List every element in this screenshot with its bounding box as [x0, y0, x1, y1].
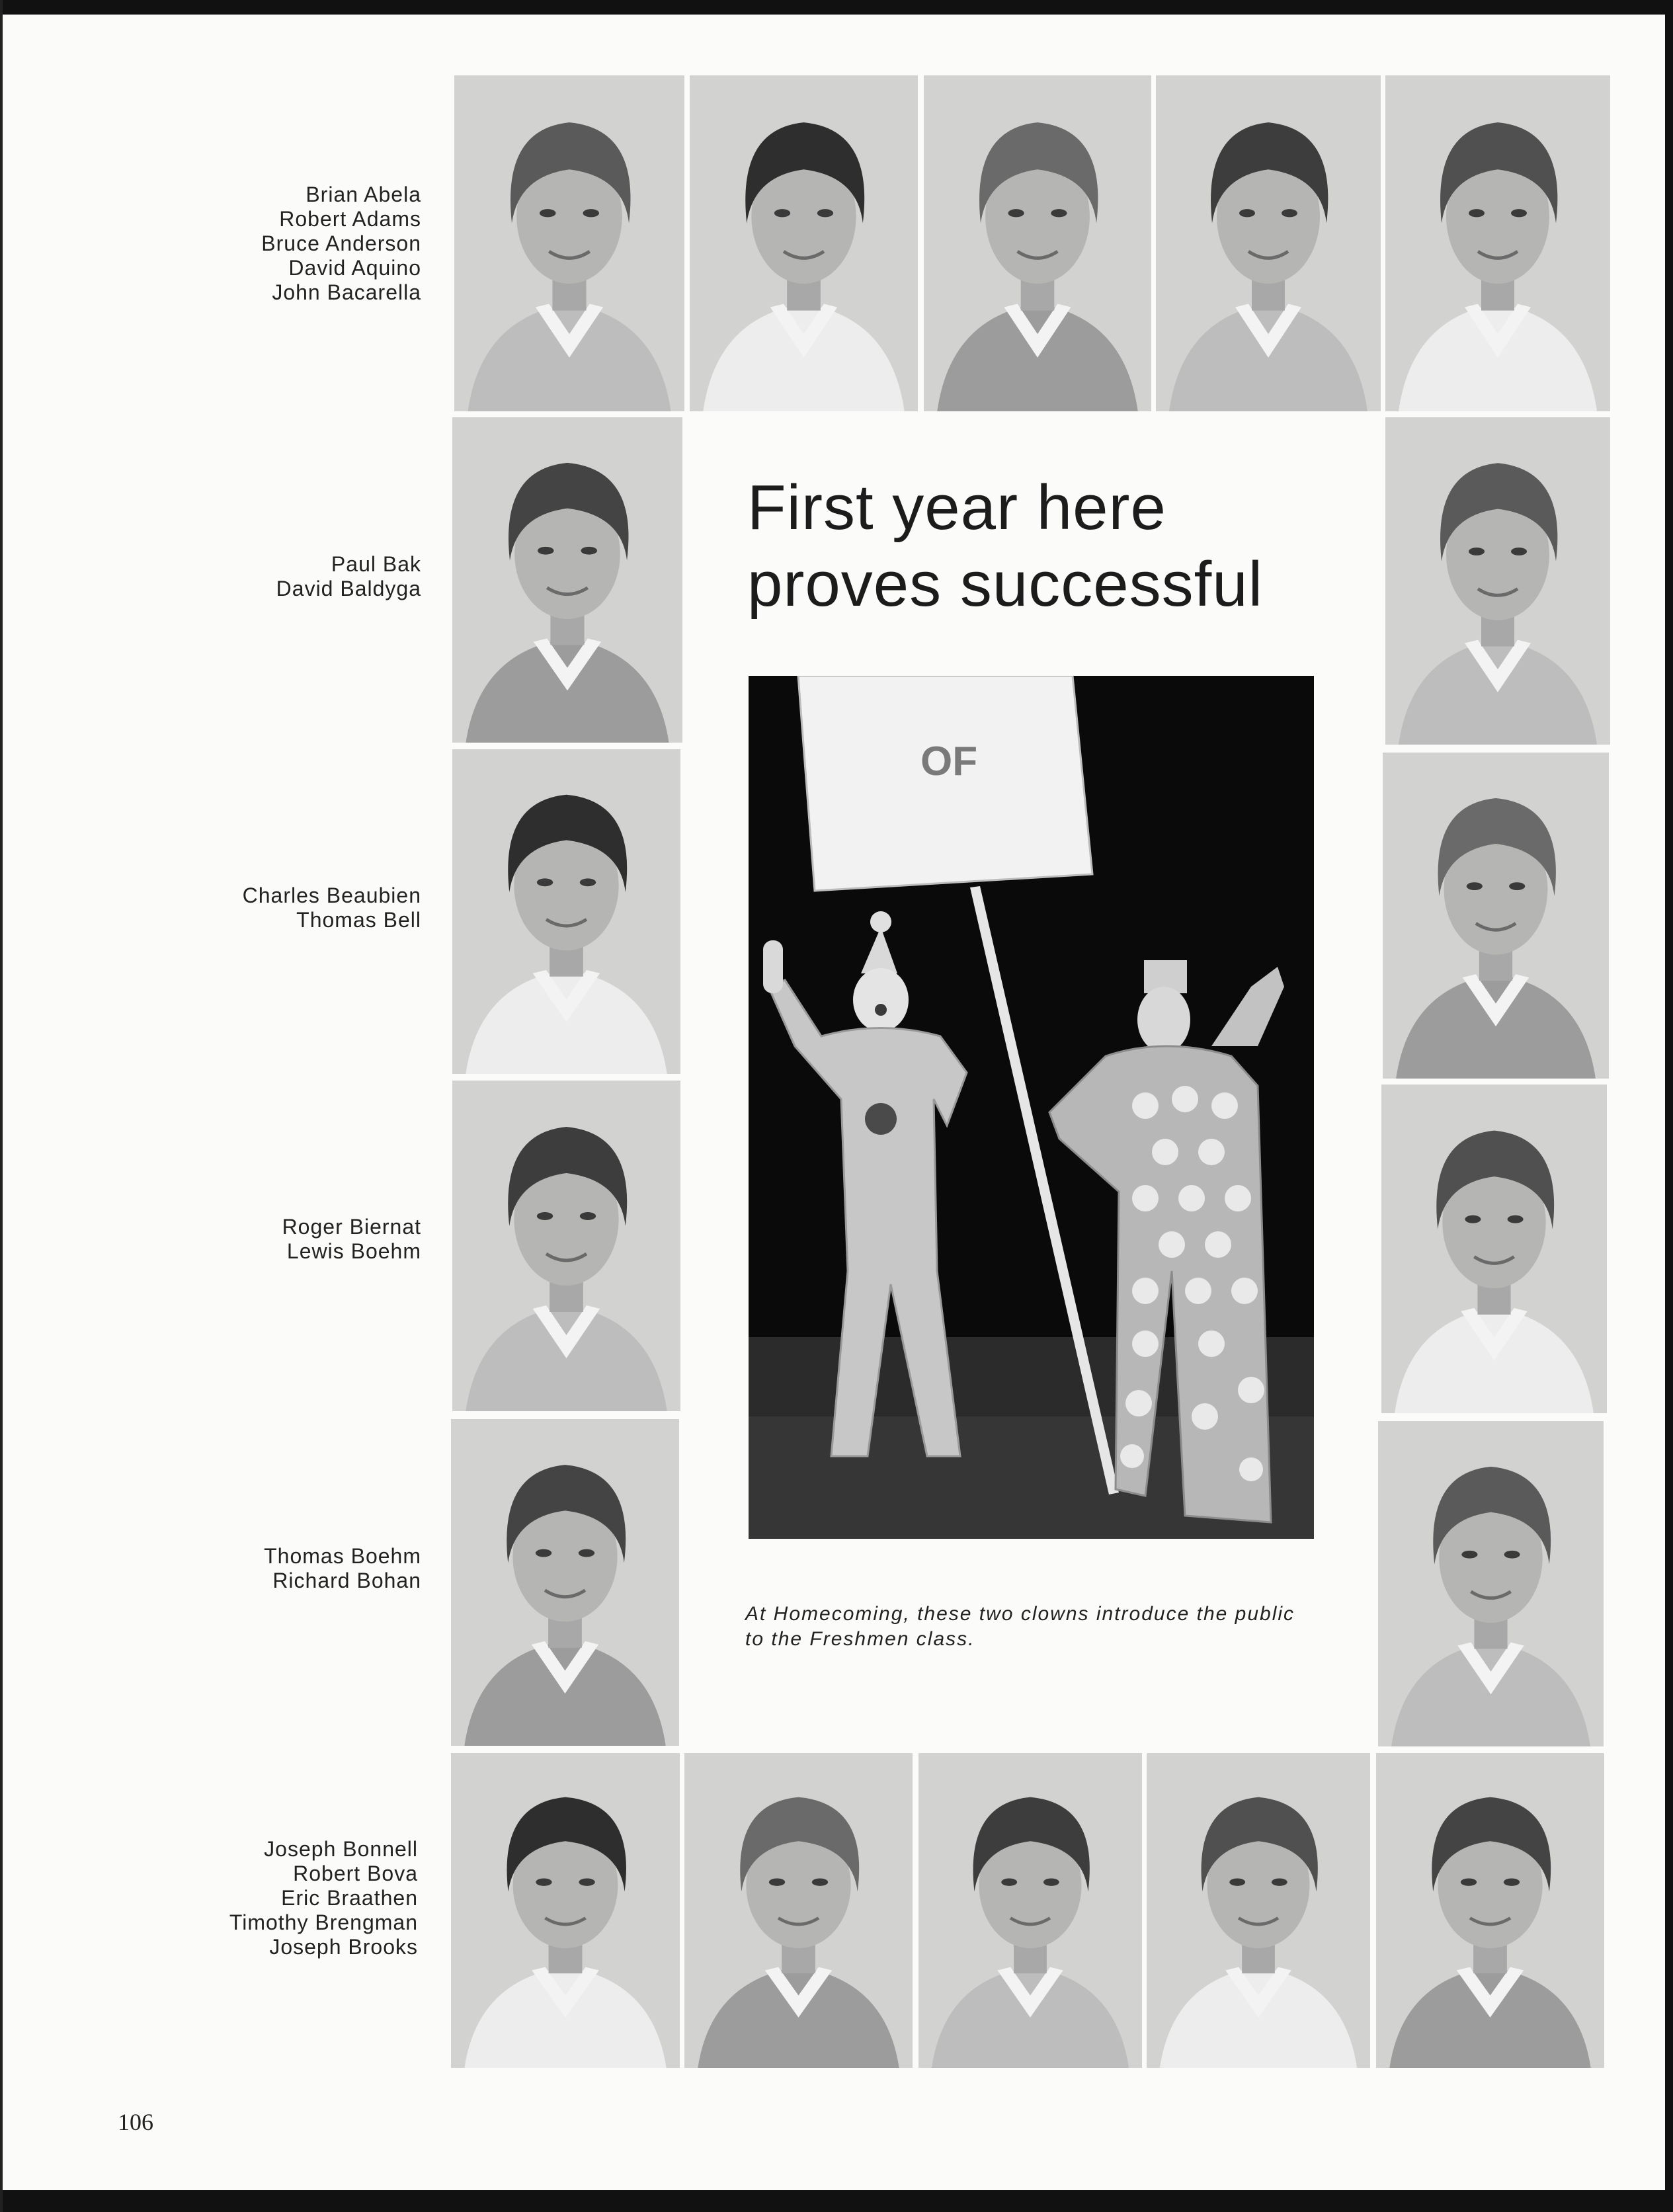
name-group-row-2 — [143, 552, 421, 601]
student-name: Charles Beaubien — [242, 883, 421, 907]
student-name: Thomas Boehm — [264, 1544, 421, 1568]
student-portrait — [452, 749, 680, 1074]
headline-line-2: proves successful — [747, 549, 1263, 620]
student-portrait — [1381, 1085, 1607, 1413]
scan-edge-top — [0, 0, 1673, 15]
student-name: Robert Adams — [279, 207, 421, 231]
student-name: Thomas Bell — [296, 908, 421, 932]
name-group-row-5 — [143, 1544, 421, 1593]
student-portrait — [1383, 753, 1609, 1079]
name-group-row-6 — [140, 1837, 418, 1959]
student-portrait — [684, 1753, 913, 2068]
student-name: Timothy Brengman — [229, 1910, 418, 1934]
student-portrait — [452, 417, 682, 743]
student-name: Bruce Anderson — [261, 231, 421, 255]
student-portrait — [1376, 1753, 1604, 2068]
scan-edge-bottom — [0, 2190, 1673, 2212]
photo-caption: At Homecoming, these two clowns introduce the public to the Freshmen class. — [745, 1603, 1295, 1650]
name-group-row-3 — [143, 883, 421, 932]
student-name: Lewis Boehm — [286, 1239, 421, 1263]
student-name: Robert Bova — [293, 1862, 418, 1885]
name-group-row-1 — [143, 183, 421, 305]
scan-edge-right — [1665, 0, 1673, 2212]
clowns-illustration — [749, 676, 1314, 1539]
student-portrait — [1378, 1421, 1604, 1746]
page-headline — [747, 470, 1342, 623]
student-portrait — [451, 1419, 679, 1746]
student-name: David Baldyga — [276, 577, 421, 600]
student-portrait — [454, 75, 684, 411]
student-name: Roger Biernat — [282, 1215, 421, 1239]
sign-text: OF — [920, 739, 978, 784]
student-name: Joseph Bonnell — [264, 1837, 418, 1861]
student-name: Joseph Brooks — [269, 1935, 418, 1959]
student-portrait — [1147, 1753, 1370, 2068]
name-group-row-4 — [143, 1215, 421, 1264]
student-name: Richard Bohan — [272, 1569, 421, 1592]
student-portrait — [690, 75, 918, 411]
student-name: John Bacarella — [272, 280, 421, 304]
student-portrait — [1385, 75, 1610, 411]
student-name: Brian Abela — [306, 183, 421, 206]
student-portrait — [451, 1753, 680, 2068]
scan-edge-left — [0, 0, 3, 2212]
student-name: David Aquino — [288, 256, 421, 280]
student-name: Paul Bak — [331, 552, 421, 576]
headline-line-1: First year here — [747, 472, 1166, 543]
student-portrait — [1385, 417, 1610, 745]
student-portrait — [924, 75, 1151, 411]
student-name: Eric Braathen — [281, 1886, 418, 1910]
homecoming-clowns-photo — [749, 676, 1314, 1539]
student-portrait — [918, 1753, 1142, 2068]
student-portrait — [452, 1081, 680, 1411]
student-portrait — [1156, 75, 1381, 411]
page-number: 106 — [118, 2109, 153, 2135]
